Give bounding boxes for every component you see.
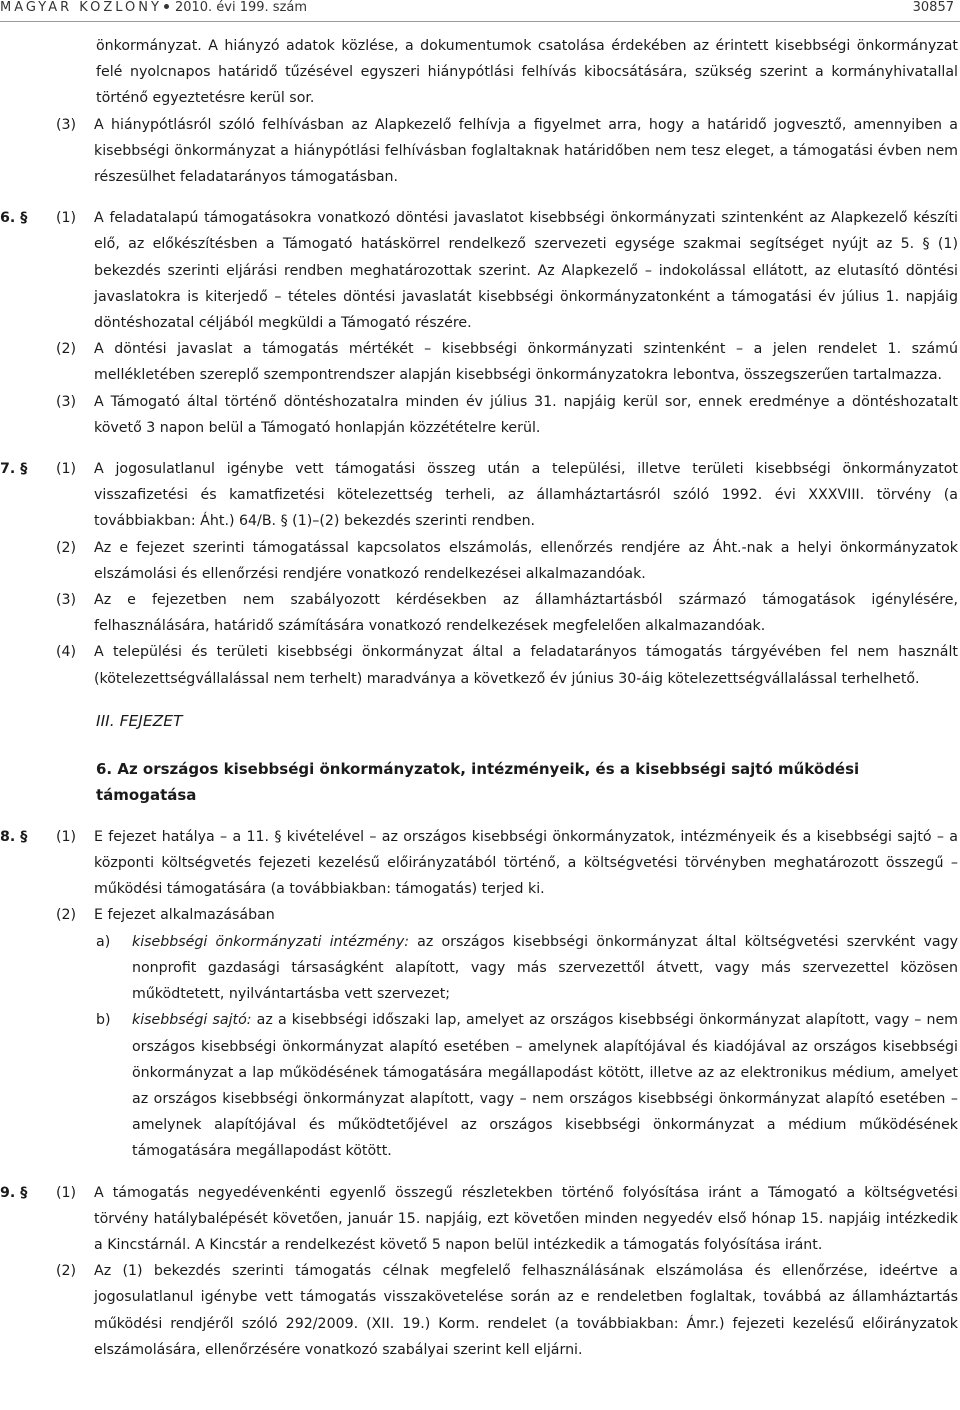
paragraph-number: (3) (56, 393, 77, 410)
paragraph-number: (2) (56, 1263, 77, 1280)
item-label: a) (96, 933, 111, 950)
paragraph-text: E fejezet alkalmazásában (94, 907, 275, 924)
defined-term: kisebbségi sajtó: (132, 1012, 252, 1029)
paragraph-text: A hiánypótlásról szóló felhívásban az Alapkezelő felhívja a figyelmet arra, hogy a határidő jogvesztő, amennyiben a kisebbségi önkormányzat a hiánypótlási felhívásban foglaltaknak határidőben nem tesz eleget, a támogatási évben nem részesülhet feladatarányos támogatásban. (94, 116, 958, 186)
section-label: 9. § (0, 1184, 28, 1201)
paragraph-number: (3) (56, 592, 77, 609)
defined-term: kisebbségi önkormányzati intézmény: (132, 933, 410, 950)
paragraph-number: (1) (56, 461, 77, 478)
running-head (0, 0, 307, 16)
paragraph-number: (1) (56, 210, 77, 227)
section-title: 6. Az országos kisebbségi önkormányzatok, intézményeik, és a kisebbségi sajtó működési támogatása (96, 759, 860, 804)
paragraph-number: (2) (56, 907, 77, 924)
paragraph-text: A támogatás negyedévenkénti egyenlő összegű részletekben történő folyósítása iránt a Támogató a költségvetési törvény hatálybalépését követően, január 15. napjáig, ezt követően minden negyedév első hónap 15. napjáig intézkedik a Kincstárnál. A Kincstár a rendelkezést követő 5 napon belül intézkedik a támogatás folyósítása iránt. (94, 1184, 958, 1253)
page-body (0, 33, 958, 1363)
section-7-paragraph-3 (0, 587, 958, 639)
page-header (0, 0, 960, 22)
section-8-paragraph-2 (0, 902, 958, 928)
intro-paragraph: önkormányzat. A hiányzó adatok közlése, a dokumentumok csatolása érdekében az érintett kisebbségi önkormányzat felé nyolcnapos határidő tűzésével egyszeri hiánypótlási felhívás kibocsátására, szükség szerint a kormányhivatallal történő egyeztetésre kerül sor. (96, 38, 958, 107)
page-number: 30857 (912, 0, 954, 15)
paragraph-text: A települési és területi kisebbségi önkormányzat által a feladatarányos támogatás tárgyévében fel nem használt (kötelezettségvállalással nem terhelt) maradványa a következő év június 30-áig kötelezettségvállalással terhelhető. (94, 644, 958, 687)
paragraph-number: (2) (56, 539, 77, 556)
paragraph-text: A döntési javaslat a támogatás mértékét – kisebbségi önkormányzati szintenként – a jelen rendelet 1. számú mellékletében szereplő szempontrendszer alapján kisebbségi önkormányzatokra lebontva, összegszerűen tartalmazza. (94, 341, 958, 384)
section-label: 6. § (0, 210, 28, 227)
paragraph-number: (3) (56, 116, 77, 133)
paragraph-text: A feladatalapú támogatásokra vonatkozó döntési javaslatot kisebbségi önkormányzati szintenként az Alapkezelő készíti elő, az előkészítésben a Támogató hatáskörrel rendelkező szervezeti egysége szakmai segítséget nyújt az 5. § (1) bekezdés szerinti eljárási rendben meghatározottak szerint. Az Alapkezelő – indokolással ellátott, az elutasító döntési javaslatokra is kiterjedő – tételes döntési javaslatát kisebbségi önkormányzatonként a támogatási év július 1. napjáig döntéshozatal céljából megküldi a Támogató részére. (94, 210, 958, 332)
definition-item-a (0, 929, 958, 1008)
section-label: 8. § (0, 828, 28, 845)
journal-name: MAGYAR KÖZLÖNY (0, 0, 162, 15)
item-label: b) (96, 1012, 111, 1029)
definition-item-b (0, 1007, 958, 1164)
paragraph-text: A jogosulatlanul igénybe vett támogatási összeg után a települési, illetve területi kisebbségi önkormányzatot visszafizetési és kamatfizetési kötelezettség terheli, az államháztartásról szóló 1992. évi XXXVIII. törvény (a továbbiakban: Áht.) 64/B. § (1)–(2) bekezdés szerinti rendben. (94, 461, 958, 530)
paragraph-text: Az e fejezet szerinti támogatással kapcsolatos elszámolás, ellenőrzés rendjére az Áht.-nak a helyi önkormányzatok elszámolási és ellenőrzési rendjére vonatkozó rendelkezései alkalmazandóak. (94, 539, 958, 582)
paragraph-number: (1) (56, 1184, 77, 1201)
section-7-paragraph-4 (0, 639, 958, 691)
section-6-paragraph-3 (0, 389, 958, 441)
item-text (132, 1007, 958, 1164)
definition-text: az a kisebbségi időszaki lap, amelyet az országos kisebbségi önkormányzat alapított, vagy – nem országos kisebbségi önkormányzat alapító esetében – amelynek alapítójával és kiadójával az országos kisebbségi önkormányzat a lap működésének támogatására megállapodást kötött, illetve az az elektronikus médium, amelyet az országos kisebbségi önkormányzat alapított, vagy – nem országos kisebbségi önkormányzat alapító esetében – amelynek alapítójával és működtetőjével az országos kisebbségi önkormányzat a médium működésének támogatására megállapodást kötött. (132, 1012, 959, 1160)
paragraph-text: Az e fejezetben nem szabályozott kérdésekben az államháztartásból származó támogatások igénylésére, felhasználására, határidő számítására vonatkozó rendelkezések megfelelően alkalmazandóak. (94, 592, 958, 635)
section-6-paragraph-2 (0, 336, 958, 388)
section-9-paragraph-2 (0, 1258, 958, 1363)
bullet-separator (164, 4, 169, 9)
section-6-paragraph-1 (0, 205, 958, 336)
section-8-paragraph-1 (0, 824, 958, 903)
chapter-heading: III. FEJEZET (96, 711, 183, 730)
paragraph-number: (1) (56, 828, 77, 845)
header-rule (0, 21, 960, 22)
paragraph-text: A Támogató által történő döntéshozatalra minden év július 31. napjáig kerül sor, ennek eredménye a döntéshozatalt követő 3 napon belül a Támogató honlapján közzétételre kerül. (94, 393, 958, 436)
paragraph-text: E fejezet hatálya – a 11. § kivételével – az országos kisebbségi önkormányzatok, intézményeik és a kisebbségi sajtó – a központi költségvetés fejezeti kezelésű előirányzatából történő, a költségvetési törvényben meghatározott összegű – működési támogatására (a továbbiakban: támogatás) terjed ki. (94, 828, 958, 898)
paragraph-number: (2) (56, 341, 77, 358)
paragraph-number: (4) (56, 644, 77, 661)
issue-number: 2010. évi 199. szám (174, 0, 308, 15)
section-9-paragraph-1 (0, 1180, 958, 1259)
section-7-paragraph-2 (0, 535, 958, 587)
definition-text: az országos kisebbségi önkormányzat által költségvetési szervként vagy nonprofit gazdasági társaságként alapított, vagy más szervezettől átvett, vagy más szervezettel közösen működtetett, nyilvántartásba vett szervezet; (132, 933, 959, 1003)
item-text (132, 929, 958, 1008)
paragraph-text: Az (1) bekezdés szerinti támogatás célnak megfelelő felhasználásának elszámolása és ellenőrzése, ideértve a jogosulatlanul igénybe vett támogatás visszakövetelése során az e rendeletben foglaltak, továbbá az államháztartás működési rendjéről szóló 292/2009. (XII. 19.) Korm. rendelet (a továbbiakban: Ámr.) fejezeti kezelésű előirányzatok elszámolására, ellenőrzésére vonatkozó szabályai szerint kell eljárni. (94, 1263, 958, 1358)
section-label: 7. § (0, 461, 28, 478)
paragraph-5-3 (0, 112, 958, 191)
section-7-paragraph-1 (0, 456, 958, 535)
